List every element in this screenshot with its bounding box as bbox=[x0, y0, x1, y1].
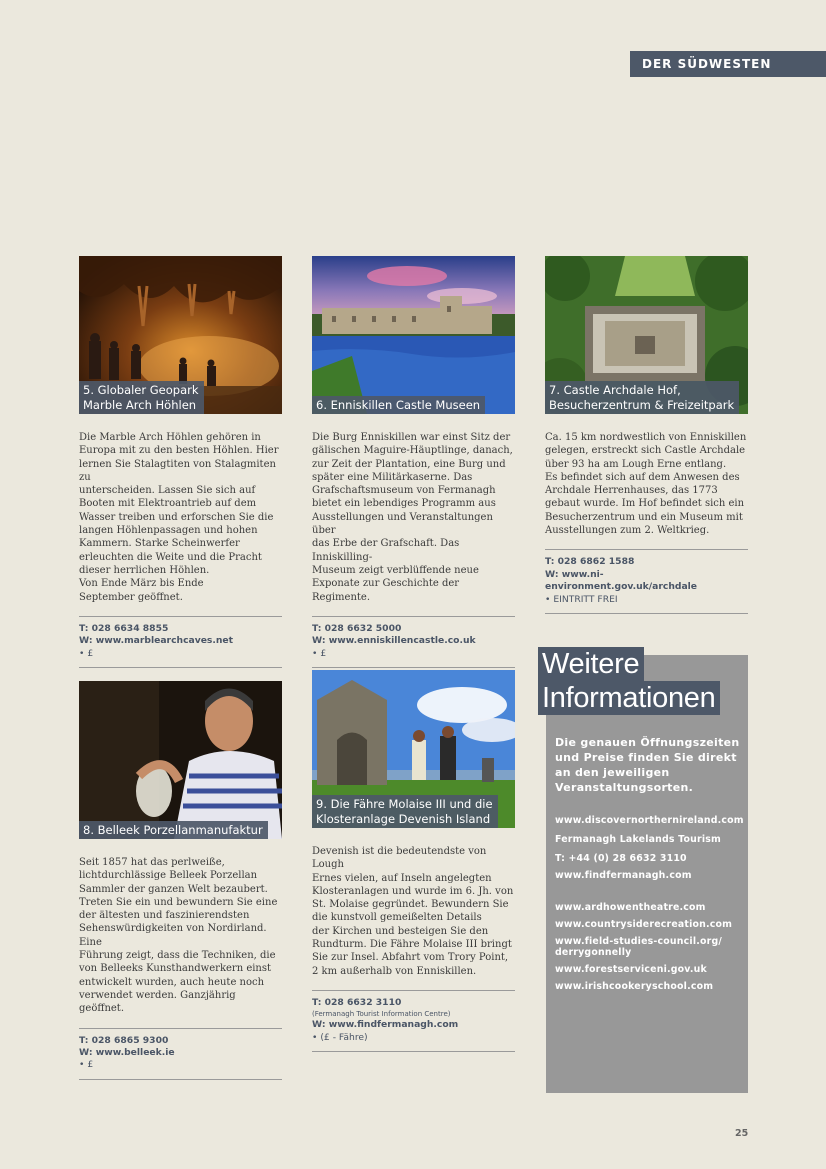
attraction-card-devenish bbox=[312, 670, 515, 1052]
info-title-line2: Informationen bbox=[538, 681, 720, 715]
website-link[interactable]: W: www.enniskillencastle.co.uk bbox=[312, 635, 476, 647]
org-phone: T: +44 (0) 28 6632 3110 bbox=[555, 853, 687, 864]
attraction-card-enniskillen-castle bbox=[312, 256, 515, 668]
link-part-highlight: northern bbox=[630, 815, 680, 826]
info-title bbox=[538, 647, 720, 715]
price-info: • EINTRITT FREI bbox=[545, 593, 618, 605]
caption-line: Besucherzentrum & Freizeitpark bbox=[549, 398, 735, 412]
link-part: www.discover bbox=[555, 815, 631, 826]
link-cookery-school[interactable]: www.irishcookeryschool.com bbox=[555, 981, 714, 992]
link-part: ireland.com bbox=[679, 815, 744, 826]
region-tag: DER SÜDWESTEN bbox=[630, 51, 826, 77]
contact-enniskillen-castle bbox=[312, 616, 515, 668]
description-castle-archdale: Ca. 15 km nordwestlich von Enniskillen gelegen, erstreckt sich Castle Archdale über 93 ha am Lough Erne entlang. Es befindet sich auf dem Anwesen des Archdale Herrenhauses, das 1773 gebaut wurde. Im Hof befindet sich ein Besucherzentrum und ein Museum mit Ausstellungen zum 2. Weltkrieg. bbox=[545, 432, 747, 537]
caption-marble-arch bbox=[79, 381, 204, 414]
phone: T: 028 6632 3110 bbox=[312, 996, 402, 1008]
caption-enniskillen-castle bbox=[312, 396, 485, 414]
photo-enniskillen-castle bbox=[312, 256, 515, 414]
price-info: • (£ - Fähre) bbox=[312, 1031, 368, 1043]
contact-belleek bbox=[79, 1028, 282, 1080]
link-findfermanagh[interactable]: www.findfermanagh.com bbox=[555, 870, 692, 881]
caption-devenish bbox=[312, 795, 498, 828]
description-marble-arch: Die Marble Arch Höhlen gehören in Europa mit zu den besten Höhlen. Hier lernen Sie Stalagtiten von Stalagmiten zu unterscheiden. Lassen Sie sich auf Booten mit Elektroantrieb auf dem Wasser treiben und erforschen Sie die langen Höhlenpassagen und hohen Kammern. Starke Scheinwerfer erleuchten die Weite und die Pracht dieser herrlichen Höhlen. Von Ende März bis Ende September geöffnet. bbox=[79, 432, 279, 603]
caption-castle-archdale bbox=[545, 381, 739, 414]
link-countryside[interactable]: www.countrysiderecreation.com bbox=[555, 919, 733, 930]
link-forest-service[interactable]: www.forestserviceni.gov.uk bbox=[555, 964, 707, 975]
photo-devenish-island bbox=[312, 670, 515, 828]
contact-castle-archdale bbox=[545, 549, 748, 614]
price-info: • £ bbox=[79, 1059, 94, 1071]
caption-line: Klosteranlage Devenish Island bbox=[316, 812, 491, 826]
caption-belleek bbox=[79, 821, 268, 839]
website-link[interactable]: W: www.ni-environment.gov.uk/archdale bbox=[545, 568, 698, 593]
org-name: Fermanagh Lakelands Tourism bbox=[555, 834, 722, 845]
website-link[interactable]: W: www.marblearchcaves.net bbox=[79, 635, 234, 647]
price-info: • £ bbox=[312, 647, 327, 659]
info-links bbox=[555, 812, 745, 995]
info-title-line1: Weitere bbox=[538, 647, 644, 681]
phone: T: 028 6634 8855 bbox=[79, 622, 169, 634]
description-devenish: Devenish ist die bedeutendste von Lough Ernes vielen, auf Inseln angelegten Klosteranlagen und wurde im 6. Jh. von St. Molaise gegründet. Bewundern Sie die kunstvoll gemeißelten Details der Kirchen und besteigen Sie den Rundturm. Die Fähre Molaise III bringt Sie zur Insel. Abfahrt vom Trory Point, 2 km außerhalb von Enniskillen. bbox=[312, 846, 514, 977]
phone: T: 028 6865 9300 bbox=[79, 1034, 169, 1046]
photo-marble-arch-caves bbox=[79, 256, 282, 414]
contact-devenish bbox=[312, 990, 515, 1052]
phone-note: (Fermanagh Tourist Information Centre) bbox=[312, 1010, 451, 1019]
photo-castle-archdale bbox=[545, 256, 748, 414]
caption-line: 8. Belleek Porzellanmanufaktur bbox=[83, 823, 263, 837]
caption-line: 9. Die Fähre Molaise III und die bbox=[316, 797, 493, 811]
info-lead-text: Die genauen Öffnungszeiten und Preise finden Sie direkt an den jeweiligen Veranstaltungsorten. bbox=[555, 736, 740, 794]
further-info-box bbox=[542, 648, 748, 1093]
attraction-card-marble-arch bbox=[79, 256, 282, 668]
page-number: 25 bbox=[735, 1128, 749, 1139]
caption-line: Marble Arch Höhlen bbox=[83, 398, 197, 412]
caption-line: 7. Castle Archdale Hof, bbox=[549, 383, 681, 397]
attraction-card-castle-archdale bbox=[545, 256, 748, 614]
website-link[interactable]: W: www.findfermanagh.com bbox=[312, 1019, 459, 1031]
website-link[interactable]: W: www.belleek.ie bbox=[79, 1046, 175, 1058]
phone: T: 028 6632 5000 bbox=[312, 622, 402, 634]
link-field-studies[interactable]: www.field-studies-council.org/ derrygonnelly bbox=[555, 936, 722, 958]
caption-line: 6. Enniskillen Castle Museen bbox=[316, 398, 481, 412]
description-enniskillen-castle: Die Burg Enniskillen war einst Sitz der gälischen Maguire-Häuptlinge, danach, zur Zeit der Plantation, eine Burg und später eine Militärkaserne. Das Grafschaftsmuseum von Fermanagh bietet ein lebendiges Programm aus Ausstellungen und Veranstaltungen über das Erbe der Grafschaft. Das Inniskilling- Museum zeigt verblüffende neue Exponate zur Geschichte der Regimente. bbox=[312, 432, 513, 603]
description-belleek: Seit 1857 hat das perlweiße, lichtdurchlässige Belleek Porzellan Sammler der ganzen Welt bezaubert. Treten Sie ein und bewundern Sie eine der ältesten und faszinierendsten Sehenswürdigkeiten von Nordirland. Eine Führung zeigt, dass die Techniken, die von Belleeks Kunsthandwerkern einst entwickelt wurden, auch heute noch verwendet werden. Ganzjährig geöffnet. bbox=[79, 857, 278, 1015]
link-ardhowen[interactable]: www.ardhowentheatre.com bbox=[555, 902, 706, 913]
caption-line: 5. Globaler Geopark bbox=[83, 383, 199, 397]
contact-marble-arch bbox=[79, 616, 282, 668]
attraction-card-belleek bbox=[79, 681, 282, 1080]
photo-belleek-pottery bbox=[79, 681, 282, 839]
price-info: • £ bbox=[79, 647, 94, 659]
link-discover-ni[interactable] bbox=[555, 812, 745, 829]
phone: T: 028 6862 1588 bbox=[545, 556, 635, 568]
